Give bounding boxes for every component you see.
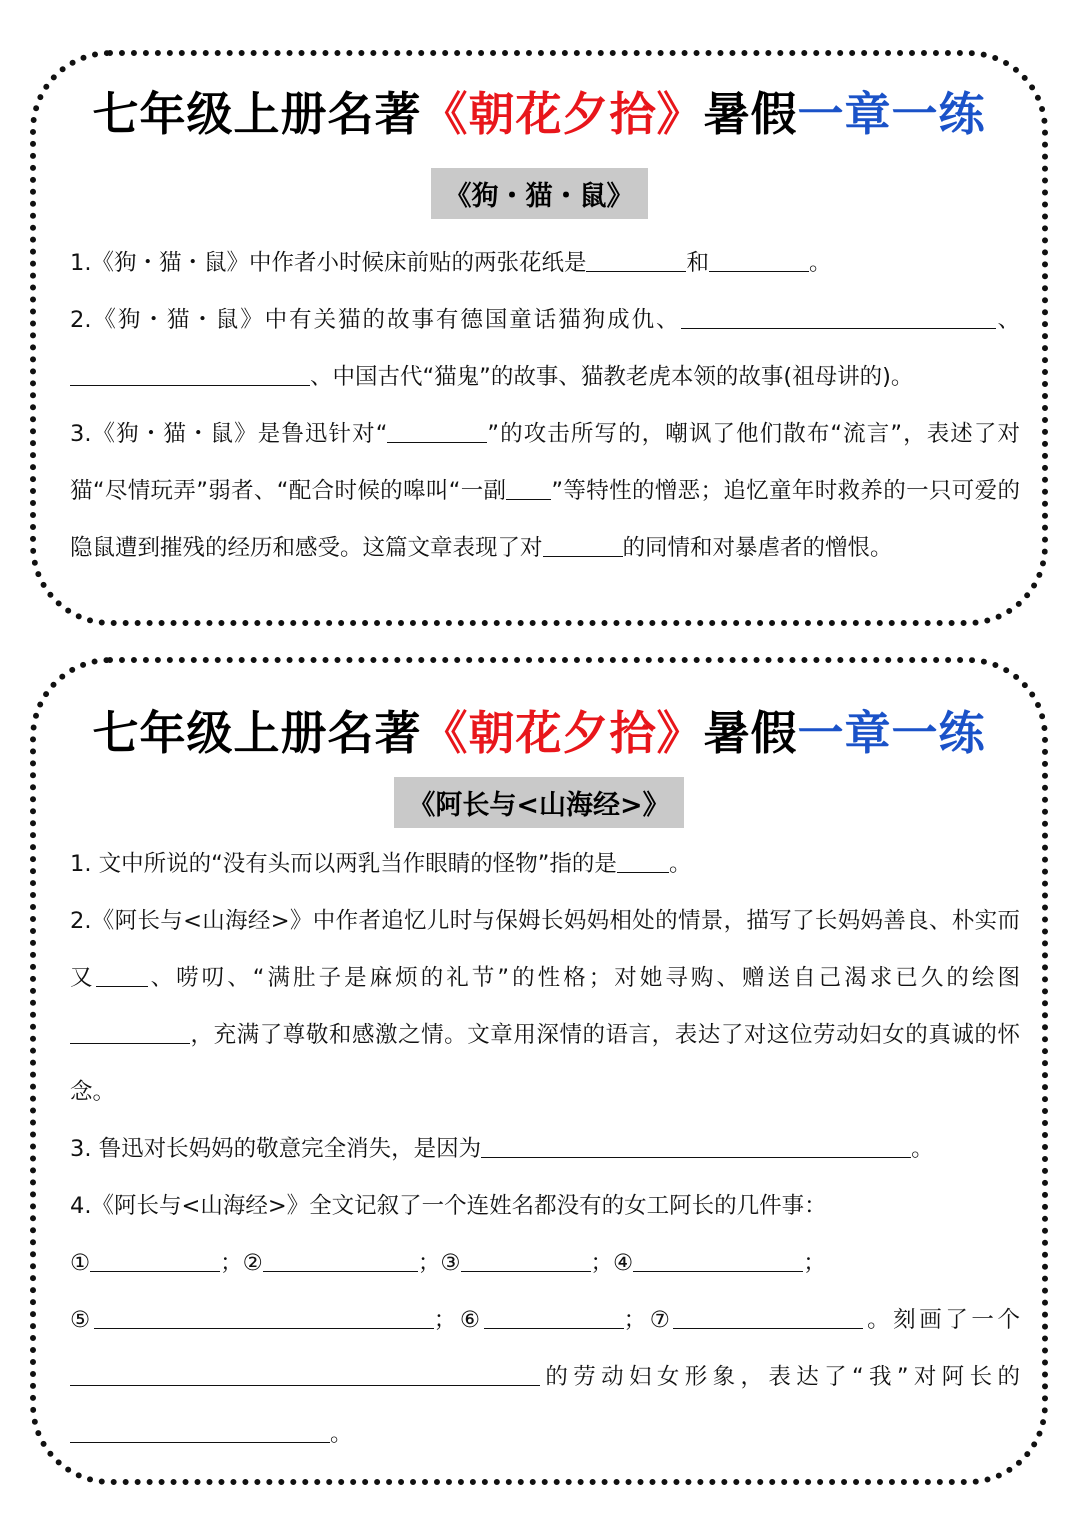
question-text: 和 <box>686 250 709 276</box>
question-text: 。 <box>911 1136 934 1162</box>
answer-blank[interactable] <box>90 1249 220 1273</box>
title-part-practice: 一章一练 <box>797 706 986 760</box>
item-number: ；③ <box>417 1250 461 1276</box>
title-part-practice: 一章一练 <box>797 87 986 141</box>
question-text: ； <box>803 1250 826 1276</box>
question-text: 。刻画了一个 <box>863 1307 1021 1333</box>
question-text: 4.《阿长与<山海经>》全文记叙了一个连姓名都没有的女工阿长的几件事： <box>70 1193 827 1219</box>
title-part-summer: 暑假 <box>703 87 798 141</box>
item-number: ① <box>70 1250 91 1276</box>
worksheet-title <box>36 78 1042 144</box>
question-text: 的同情和对暴虐者的憎恨。 <box>622 535 893 561</box>
title-part-book: 《朝花夕拾》 <box>421 87 704 141</box>
question-text: ”等特性的憎恶；追忆童年时救养的一只可爱的隐鼠遭到摧残的经历和感受。这篇文章表现了对 <box>70 478 1020 561</box>
item-number: ；② <box>220 1250 263 1276</box>
answer-blank[interactable] <box>543 534 623 558</box>
question-text: 1. 文中所说的“没有头而以两乳当作眼睛的怪物”指的是 <box>70 851 617 877</box>
question-2 <box>70 292 1020 406</box>
answer-blank[interactable] <box>263 1249 418 1273</box>
worksheet-title <box>36 697 1042 763</box>
answer-blank[interactable] <box>586 249 686 273</box>
title-part-grade: 七年级上册名著 <box>92 87 422 141</box>
question-list <box>36 836 1042 1463</box>
item-number: ；⑦ <box>623 1307 674 1333</box>
answer-blank[interactable] <box>681 306 996 330</box>
question-text: 2.《阿长与<山海经>》中作者追忆儿时与保姆长妈妈相处的情景，描写了长妈妈善良、朴实而又 <box>70 908 1020 991</box>
question-list <box>36 235 1042 577</box>
answer-blank[interactable] <box>673 1306 863 1330</box>
title-part-grade: 七年级上册名著 <box>92 706 422 760</box>
chapter-subtitle: 《阿长与<山海经>》 <box>394 777 683 828</box>
answer-blank[interactable] <box>387 420 487 444</box>
item-number: ；⑥ <box>433 1307 484 1333</box>
question-3 <box>70 406 1020 577</box>
answer-blank[interactable] <box>461 1249 591 1273</box>
question-3 <box>70 1121 1020 1178</box>
answer-blank[interactable] <box>70 1021 190 1045</box>
question-1 <box>70 235 1020 292</box>
question-text: ”的攻击所写的，嘲讽了他们散布“流言”，表述了对猫“尽情玩弄”弱者、“配合时候的嗥叫“一副 <box>70 421 1020 504</box>
worksheet-card-ah-chang <box>30 657 1048 1485</box>
question-text: 、 <box>995 307 1020 333</box>
answer-blank[interactable] <box>484 1306 624 1330</box>
worksheet-card-dog-cat-mouse <box>30 50 1048 626</box>
question-4 <box>70 1178 1020 1463</box>
question-text: ，充满了尊敬和感激之情。文章用深情的语言，表达了对这位劳动妇女的真诚的怀念。 <box>70 1022 1020 1105</box>
answer-blank[interactable] <box>70 1363 540 1387</box>
question-text: 3. 鲁迅对长妈妈的敬意完全消失，是因为 <box>70 1136 482 1162</box>
answer-blank[interactable] <box>617 850 669 874</box>
question-text: 3.《狗・猫・鼠》是鲁迅针对“ <box>70 421 388 447</box>
answer-blank[interactable] <box>709 249 809 273</box>
question-text: 、中国古代“猫鬼”的故事、猫教老虎本领的故事(祖母讲的)。 <box>310 364 914 390</box>
answer-blank[interactable] <box>70 363 310 387</box>
question-text: 。 <box>668 851 692 877</box>
title-part-book: 《朝花夕拾》 <box>421 706 704 760</box>
answer-blank[interactable] <box>506 477 551 501</box>
question-text: 2.《狗・猫・鼠》中有关猫的故事有德国童话猫狗成仇、 <box>70 307 681 333</box>
answer-blank[interactable] <box>481 1135 911 1159</box>
answer-blank[interactable] <box>70 1420 330 1444</box>
question-text: 、唠叨、“满肚子是麻烦的礼节”的性格；对她寻购、赠送自己渴求已久的绘图 <box>147 965 1020 991</box>
item-number: ⑤ <box>70 1307 94 1333</box>
chapter-subtitle: 《狗・猫・鼠》 <box>431 168 648 219</box>
question-2 <box>70 893 1020 1121</box>
title-part-summer: 暑假 <box>703 706 798 760</box>
question-text: 。 <box>330 1421 353 1447</box>
answer-blank[interactable] <box>633 1249 803 1273</box>
item-number: ；④ <box>590 1250 634 1276</box>
answer-blank[interactable] <box>94 1306 434 1330</box>
question-text: 。 <box>808 250 832 276</box>
question-text: 的劳动妇女形象，表达了“我”对阿长的 <box>540 1364 1020 1390</box>
question-1 <box>70 836 1020 893</box>
answer-blank[interactable] <box>96 964 148 988</box>
question-text: 1.《狗・猫・鼠》中作者小时候床前贴的两张花纸是 <box>70 250 587 276</box>
